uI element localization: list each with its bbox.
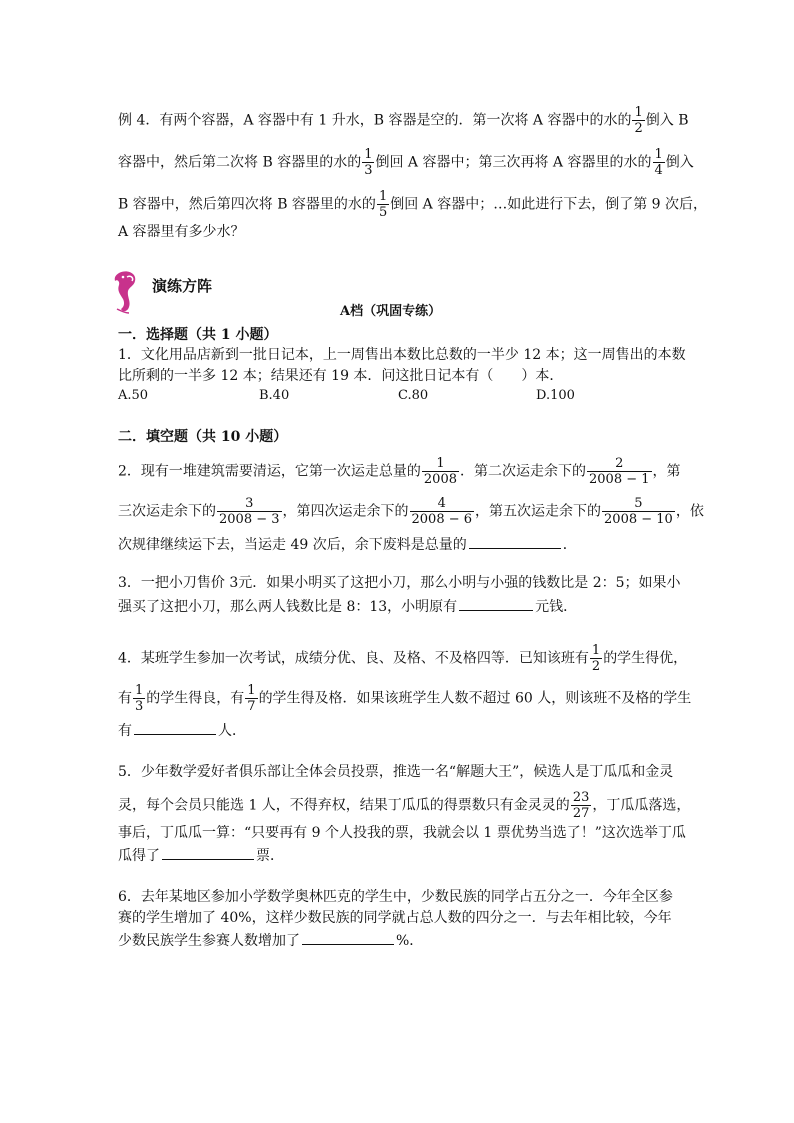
q2-line-2: 三次运走余下的 $\frac{3}{2008 - 3}$ ，第四次运走余下的 $\frac{4}{2008 - 6}$ ，第五次运走余下的 $\frac{5}{2008 - 10}$ ，依 bbox=[118, 496, 704, 527]
q6-line-3: 少数民族学生参赛人数增加了 %． bbox=[118, 930, 423, 950]
answer-blank[interactable] bbox=[302, 930, 394, 945]
option-a: A.50 bbox=[118, 388, 149, 403]
option-c: C.80 bbox=[398, 388, 429, 403]
q1-line-2: 比所剩的一半多 12 本；结果还有 19 本．问这批日记本有（ ）本． bbox=[118, 368, 564, 384]
level-title: A档（巩固专练） bbox=[340, 304, 442, 319]
q5-line-2: 灵，每个会员只能选 1 人，不得弃权，结果丁瓜瓜的得票数只有金灵灵的 $\frac{23}{27}$ ，丁瓜瓜落选， bbox=[118, 790, 691, 821]
q5-line-4: 瓜得了 票． bbox=[118, 845, 284, 865]
q3-line-1: 3．一把小刀售价 3元．如果小明买了这把小刀，那么小明与小强的钱数比是 2：5；如果小 bbox=[118, 575, 681, 591]
example-line-2: 容器中，然后第二次将 B 容器里的水的 $\frac{1}{3}$ 倒回 A 容器中；第三次再将 A 容器里的水的 $\frac{1}{4}$ 倒入 bbox=[118, 147, 694, 178]
fraction: $\frac{23}{27}$ bbox=[572, 790, 590, 821]
fraction: $\frac{1}{7}$ bbox=[247, 683, 256, 714]
answer-blank[interactable] bbox=[162, 845, 254, 860]
q5-line-1: 5．少年数学爱好者俱乐部让全体会员投票，推选一名“解题大王”，候选人是丁瓜瓜和金灵 bbox=[118, 764, 674, 780]
q2-line-1: 2．现有一堆建筑需要清运，它第一次运走总量的 $\frac{1}{2008}$ ．第二次运走余下的 $\frac{2}{2008 - 1}$ ，第 bbox=[118, 456, 681, 487]
answer-blank[interactable] bbox=[469, 534, 561, 549]
fraction-fifth: $\frac{1}{5}$ bbox=[378, 189, 388, 220]
q4-line-2: 有 $\frac{1}{3}$ 的学生得良，有 $\frac{1}{7}$ 的学生得及格．如果该班学生人数不超过 60 人，则该班不及格的学生 bbox=[118, 683, 692, 714]
fraction: $\frac{1}{2008}$ bbox=[423, 456, 457, 487]
example-line-1: 例 4．有两个容器，A 容器中有 1 升水，B 容器是空的．第一次将 A 容器中的水的 $\frac{1}{2}$ 倒入 B bbox=[118, 105, 689, 136]
option-d: D.100 bbox=[536, 388, 575, 403]
fraction: $\frac{1}{2}$ bbox=[591, 643, 601, 674]
fraction-half: $\frac{1}{2}$ bbox=[634, 105, 643, 136]
fraction-quarter: $\frac{1}{4}$ bbox=[654, 147, 663, 178]
q2-line-3: 次规律继续运下去，当运走 49 次后，余下废料是总量的 ． bbox=[118, 534, 577, 554]
fraction: $\frac{5}{2008 - 10}$ bbox=[604, 496, 673, 527]
dolphin-icon bbox=[113, 269, 141, 315]
example-line-4: A 容器里有多少水？ bbox=[118, 224, 245, 240]
example-line-3: B 容器中，然后第四次将 B 容器里的水的 $\frac{1}{5}$ 倒回 A 容器中；…如此进行下去，倒了第 9 次后， bbox=[118, 189, 708, 220]
section-title: 演练方阵 bbox=[152, 277, 213, 295]
part1-heading: 一．选择题（共 1 小题） bbox=[118, 327, 278, 343]
fraction: $\frac{4}{2008 - 6}$ bbox=[411, 496, 473, 527]
q4-line-1: 4．某班学生参加一次考试，成绩分优、良、及格、不及格四等．已知该班有 $\frac{1}{2}$ 的学生得优， bbox=[118, 643, 688, 674]
q5-line-3: 事后，丁瓜瓜一算：“只要再有 9 个人投我的票，我就会以 1 票优势当选了！”这次选举丁瓜 bbox=[118, 825, 686, 841]
fraction: $\frac{2}{2008 - 1}$ bbox=[589, 456, 650, 487]
q4-line-3: 有 人． bbox=[118, 720, 246, 740]
q3-line-2: 强买了这把小刀，那么两人钱数比是 8：13，小明原有 元钱． bbox=[118, 596, 577, 616]
fraction-third: $\frac{1}{3}$ bbox=[364, 147, 373, 178]
fraction: $\frac{1}{3}$ bbox=[135, 683, 144, 714]
q1-line-1: 1．文化用品店新到一批日记本，上一周售出本数比总数的一半少 12 本；这一周售出的本数 bbox=[118, 347, 686, 363]
part2-heading: 二．填空题（共 10 小题） bbox=[118, 429, 288, 445]
answer-blank[interactable] bbox=[134, 720, 216, 735]
q6-line-1: 6．去年某地区参加小学数学奥林匹克的学生中，少数民族的同学占五分之一．今年全区参 bbox=[118, 889, 673, 905]
q6-line-2: 赛的学生增加了 40%，这样少数民族的同学就占总人数的四分之一．与去年相比较，今年 bbox=[118, 910, 672, 926]
answer-blank[interactable] bbox=[459, 596, 533, 611]
fraction: $\frac{3}{2008 - 3}$ bbox=[219, 496, 280, 527]
option-b: B.40 bbox=[259, 388, 290, 403]
